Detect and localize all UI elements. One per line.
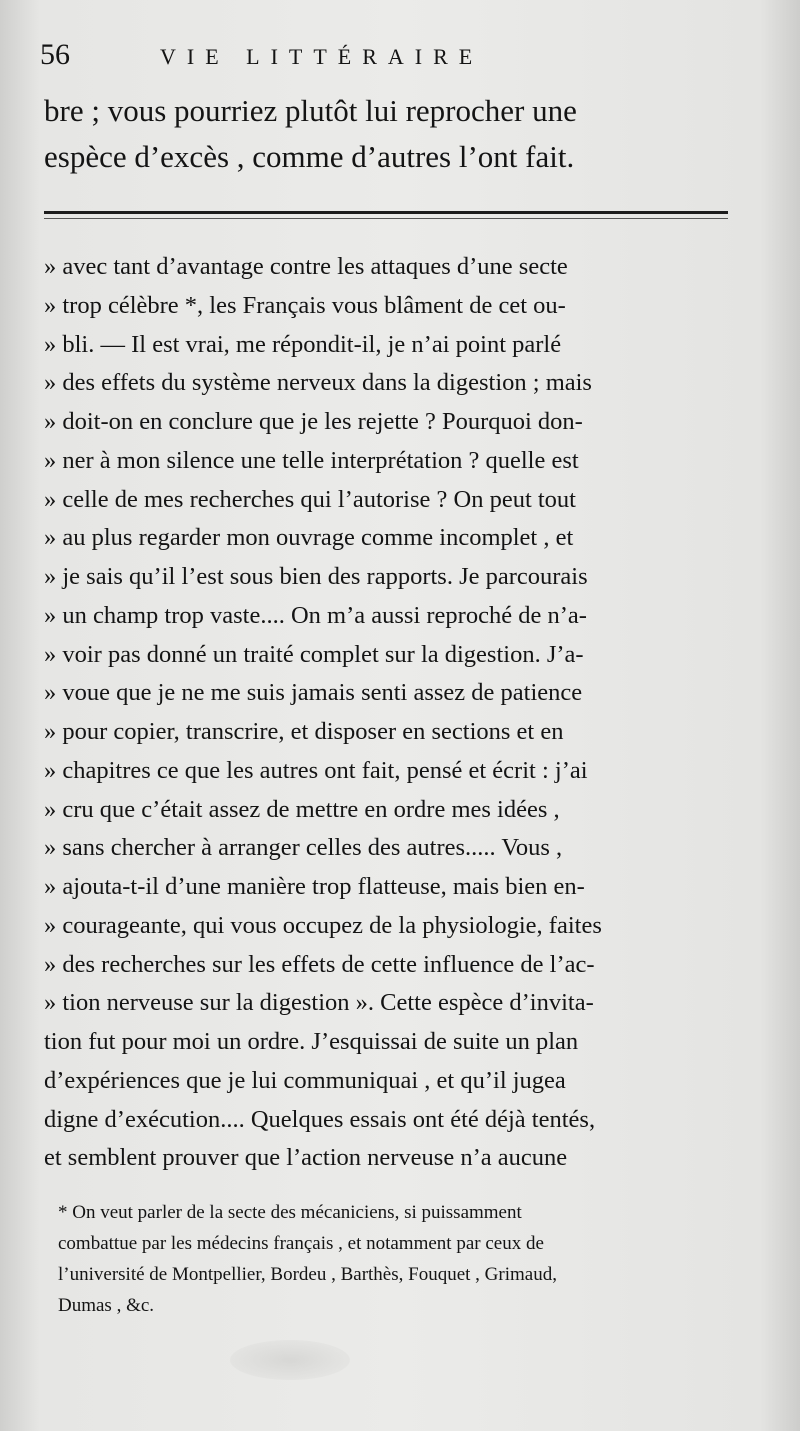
text-line: » des effets du système nerveux dans la digestion ; mais: [44, 369, 592, 397]
text-line: » pour copier, transcrire, et disposer en sections et en: [44, 718, 564, 745]
text-line: » avec tant d’avantage contre les attaques d’une secte: [44, 253, 568, 280]
text-line: » sans chercher à arranger celles des autres..... Vous ,: [44, 834, 563, 862]
text-line: » trop célèbre *, les Français vous blâment de cet ou-: [44, 291, 566, 319]
running-head: [40, 38, 760, 78]
text-line: » cru que c’était assez de mettre en ordre mes idées ,: [44, 795, 560, 823]
text-line: d’expériences que je lui communiquai , et qu’il jugea: [44, 1066, 566, 1094]
text-line: digne d’exécution.... Quelques essais ont été déjà tentés,: [44, 1105, 596, 1133]
continued-paragraph: [44, 88, 764, 180]
text-line: espèce d’excès , comme d’autres l’ont fait.: [44, 139, 575, 174]
quoted-body-text: [44, 248, 760, 1178]
footnote-line: Dumas , &c.: [58, 1295, 155, 1316]
running-title: VIE LITTÉRAIRE: [160, 44, 484, 69]
text-line: » voir pas donné un traité complet sur la digestion. J’a-: [44, 640, 584, 668]
text-line: » tion nerveuse sur la digestion ». Cette espèce d’invita-: [44, 989, 594, 1017]
text-line: » au plus regarder mon ouvrage comme incomplet , et: [44, 524, 574, 552]
text-line: » bli. — Il est vrai, me répondit-il, je n’ai point parlé: [44, 330, 562, 358]
text-line: » un champ trop vaste.... On m’a aussi reproché de n’a-: [44, 601, 587, 629]
text-line: » voue que je ne me suis jamais senti assez de patience: [44, 679, 583, 707]
text-line: » ajouta-t-il d’une manière trop flatteuse, mais bien en-: [44, 873, 585, 900]
text-line: et semblent prouver que l’action nerveuse n’a aucune: [44, 1144, 568, 1172]
separator-rule: [44, 211, 728, 214]
text-line: bre ; vous pourriez plutôt lui reprocher une: [44, 93, 577, 128]
footnote: [58, 1197, 758, 1321]
separator-rule-thin: [44, 218, 728, 219]
text-line: » doit-on en conclure que je les rejette ? Pourquoi don-: [44, 408, 583, 435]
text-line: » je sais qu’il l’est sous bien des rapports. Je parcourais: [44, 563, 588, 590]
footnote-line: * On veut parler de la secte des mécaniciens, si puissamment: [58, 1202, 522, 1223]
footnote-line: l’université de Montpellier, Bordeu , Barthès, Fouquet , Grimaud,: [58, 1264, 557, 1285]
text-line: » courageante, qui vous occupez de la physiologie, faites: [44, 911, 602, 939]
footnote-line: combattue par les médecins français , et notamment par ceux de: [58, 1233, 544, 1254]
text-line: » celle de mes recherches qui l’autorise ? On peut tout: [44, 485, 576, 513]
paper-smudge: [230, 1340, 350, 1380]
text-line: » chapitres ce que les autres ont fait, pensé et écrit : j’ai: [44, 756, 588, 784]
text-line: tion fut pour moi un ordre. J’esquissai de suite un plan: [44, 1028, 579, 1055]
text-line: » des recherches sur les effets de cette influence de l’ac-: [44, 950, 595, 978]
text-line: » ner à mon silence une telle interprétation ? quelle est: [44, 446, 579, 474]
page-number: 56: [40, 38, 70, 71]
